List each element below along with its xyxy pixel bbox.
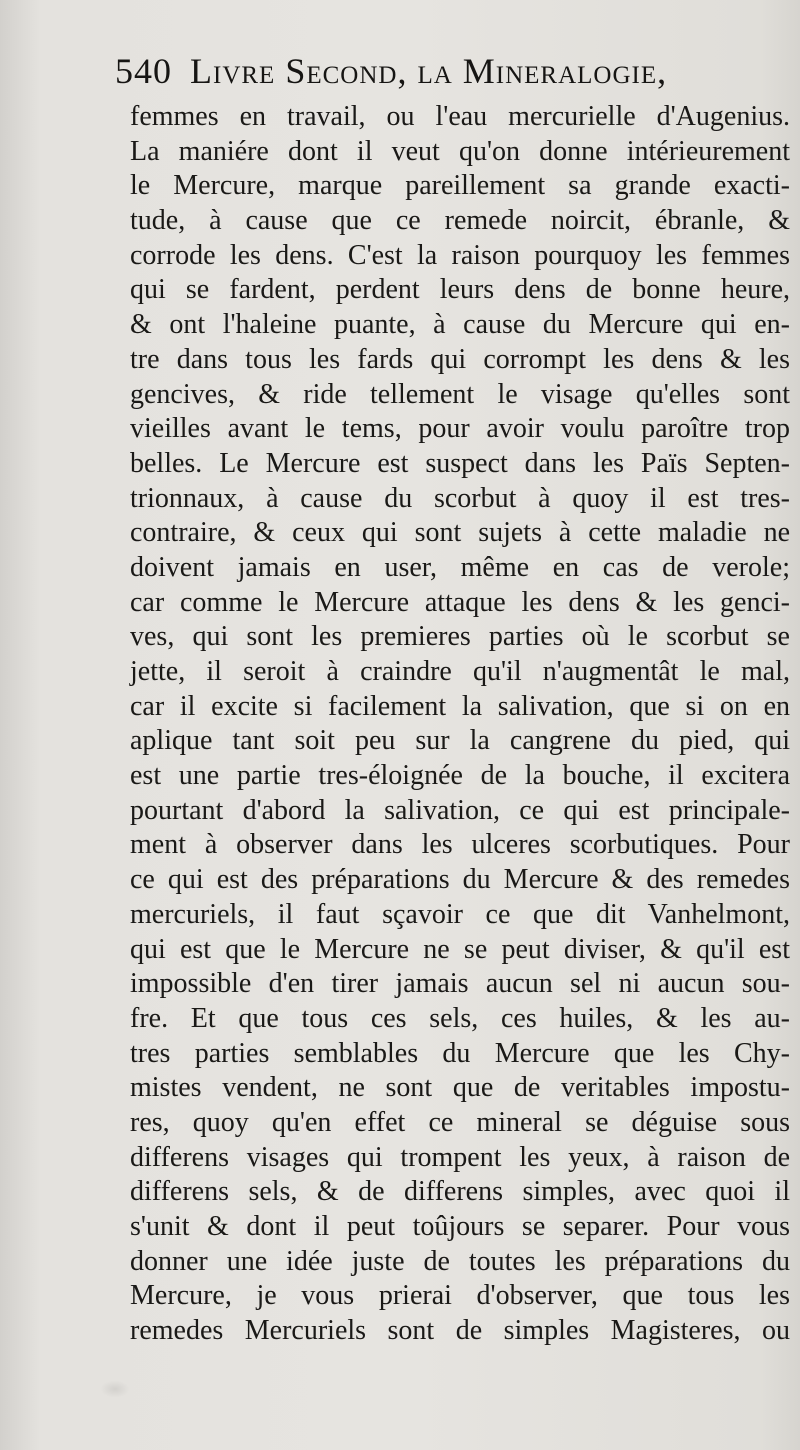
text-line: remedes Mercuriels sont de simples Magisteres, ou: [130, 1315, 790, 1347]
text-line: s'unit & dont il peut toûjours se separer. Pour vous: [130, 1211, 790, 1242]
text-line: differens visages qui trompent les yeux, à raison de: [130, 1141, 790, 1173]
text-line: fre. Et que tous ces sels, ces huiles, & les au-: [130, 1002, 790, 1034]
running-title: Livre Second, la Mineralogie,: [190, 51, 668, 91]
text-line: donner une idée juste de toutes les préparations du: [130, 1245, 790, 1277]
text-line: est une partie tres-éloignée de la bouche, il excitera: [130, 760, 790, 792]
text-line: car comme le Mercure attaque les dens & les genci-: [130, 586, 790, 618]
text-line: res, quoy qu'en effet ce mineral se déguise sous: [130, 1106, 790, 1138]
text-line: ce qui est des préparations du Mercure & des remedes: [130, 864, 790, 896]
text-line: differens sels, & de differens simples, avec quoi il: [130, 1176, 790, 1208]
text-line: car il excite si facilement la salivation, que si on en: [130, 690, 790, 722]
text-line: belles. Le Mercure est suspect dans les Païs Septen-: [130, 447, 790, 479]
text-line: trionnaux, à cause du scorbut à quoy il est tres-: [130, 482, 790, 514]
ink-smudge: [100, 1380, 130, 1398]
text-line: mercuriels, il faut sçavoir ce que dit Vanhelmont,: [130, 898, 790, 930]
text-line: corrode les dens. C'est la raison pourquoy les femmes: [130, 239, 790, 271]
text-line: tres parties semblables du Mercure que les Chy-: [130, 1037, 790, 1069]
text-line: & ont l'haleine puante, à cause du Mercure qui en-: [130, 309, 790, 341]
text-line: tude, à cause que ce remede noircit, ébranle, &: [130, 205, 790, 237]
text-line: jette, il seroit à craindre qu'il n'augmentât le mal,: [130, 656, 790, 687]
text-line: La maniére dont il veut qu'on donne intérieurement: [130, 135, 790, 167]
text-line: tre dans tous les fards qui corrompt les dens & les: [130, 343, 790, 375]
text-line: ment à observer dans les ulceres scorbutiques. Pour: [130, 829, 790, 861]
text-line: Mercure, je vous prierai d'observer, que tous les: [130, 1280, 790, 1312]
text-line: doivent jamais en user, même en cas de verole;: [130, 551, 790, 583]
text-line: le Mercure, marque pareillement sa grande exacti-: [130, 170, 790, 202]
text-line: femmes en travail, ou l'eau mercurielle d'Augenius.: [130, 101, 790, 132]
running-header: [115, 50, 795, 98]
text-line: ves, qui sont les premieres parties où le scorbut se: [130, 621, 790, 653]
text-line: vieilles avant le tems, pour avoir voulu paroître trop: [130, 413, 790, 445]
page-number: 540: [115, 51, 172, 91]
text-line: qui se fardent, perdent leurs dens de bonne heure,: [130, 274, 790, 306]
text-line: pourtant d'abord la salivation, ce qui est principale-: [130, 794, 790, 826]
body-text: [130, 100, 790, 1349]
text-line: aplique tant soit peu sur la cangrene du pied, qui: [130, 725, 790, 757]
text-line: qui est que le Mercure ne se peut diviser, & qu'il est: [130, 933, 790, 965]
text-line: mistes vendent, ne sont que de veritables impostu-: [130, 1072, 790, 1104]
text-line: contraire, & ceux qui sont sujets à cette maladie ne: [130, 517, 790, 549]
text-line: impossible d'en tirer jamais aucun sel ni aucun sou-: [130, 968, 790, 1000]
text-line: gencives, & ride tellement le visage qu'elles sont: [130, 378, 790, 410]
